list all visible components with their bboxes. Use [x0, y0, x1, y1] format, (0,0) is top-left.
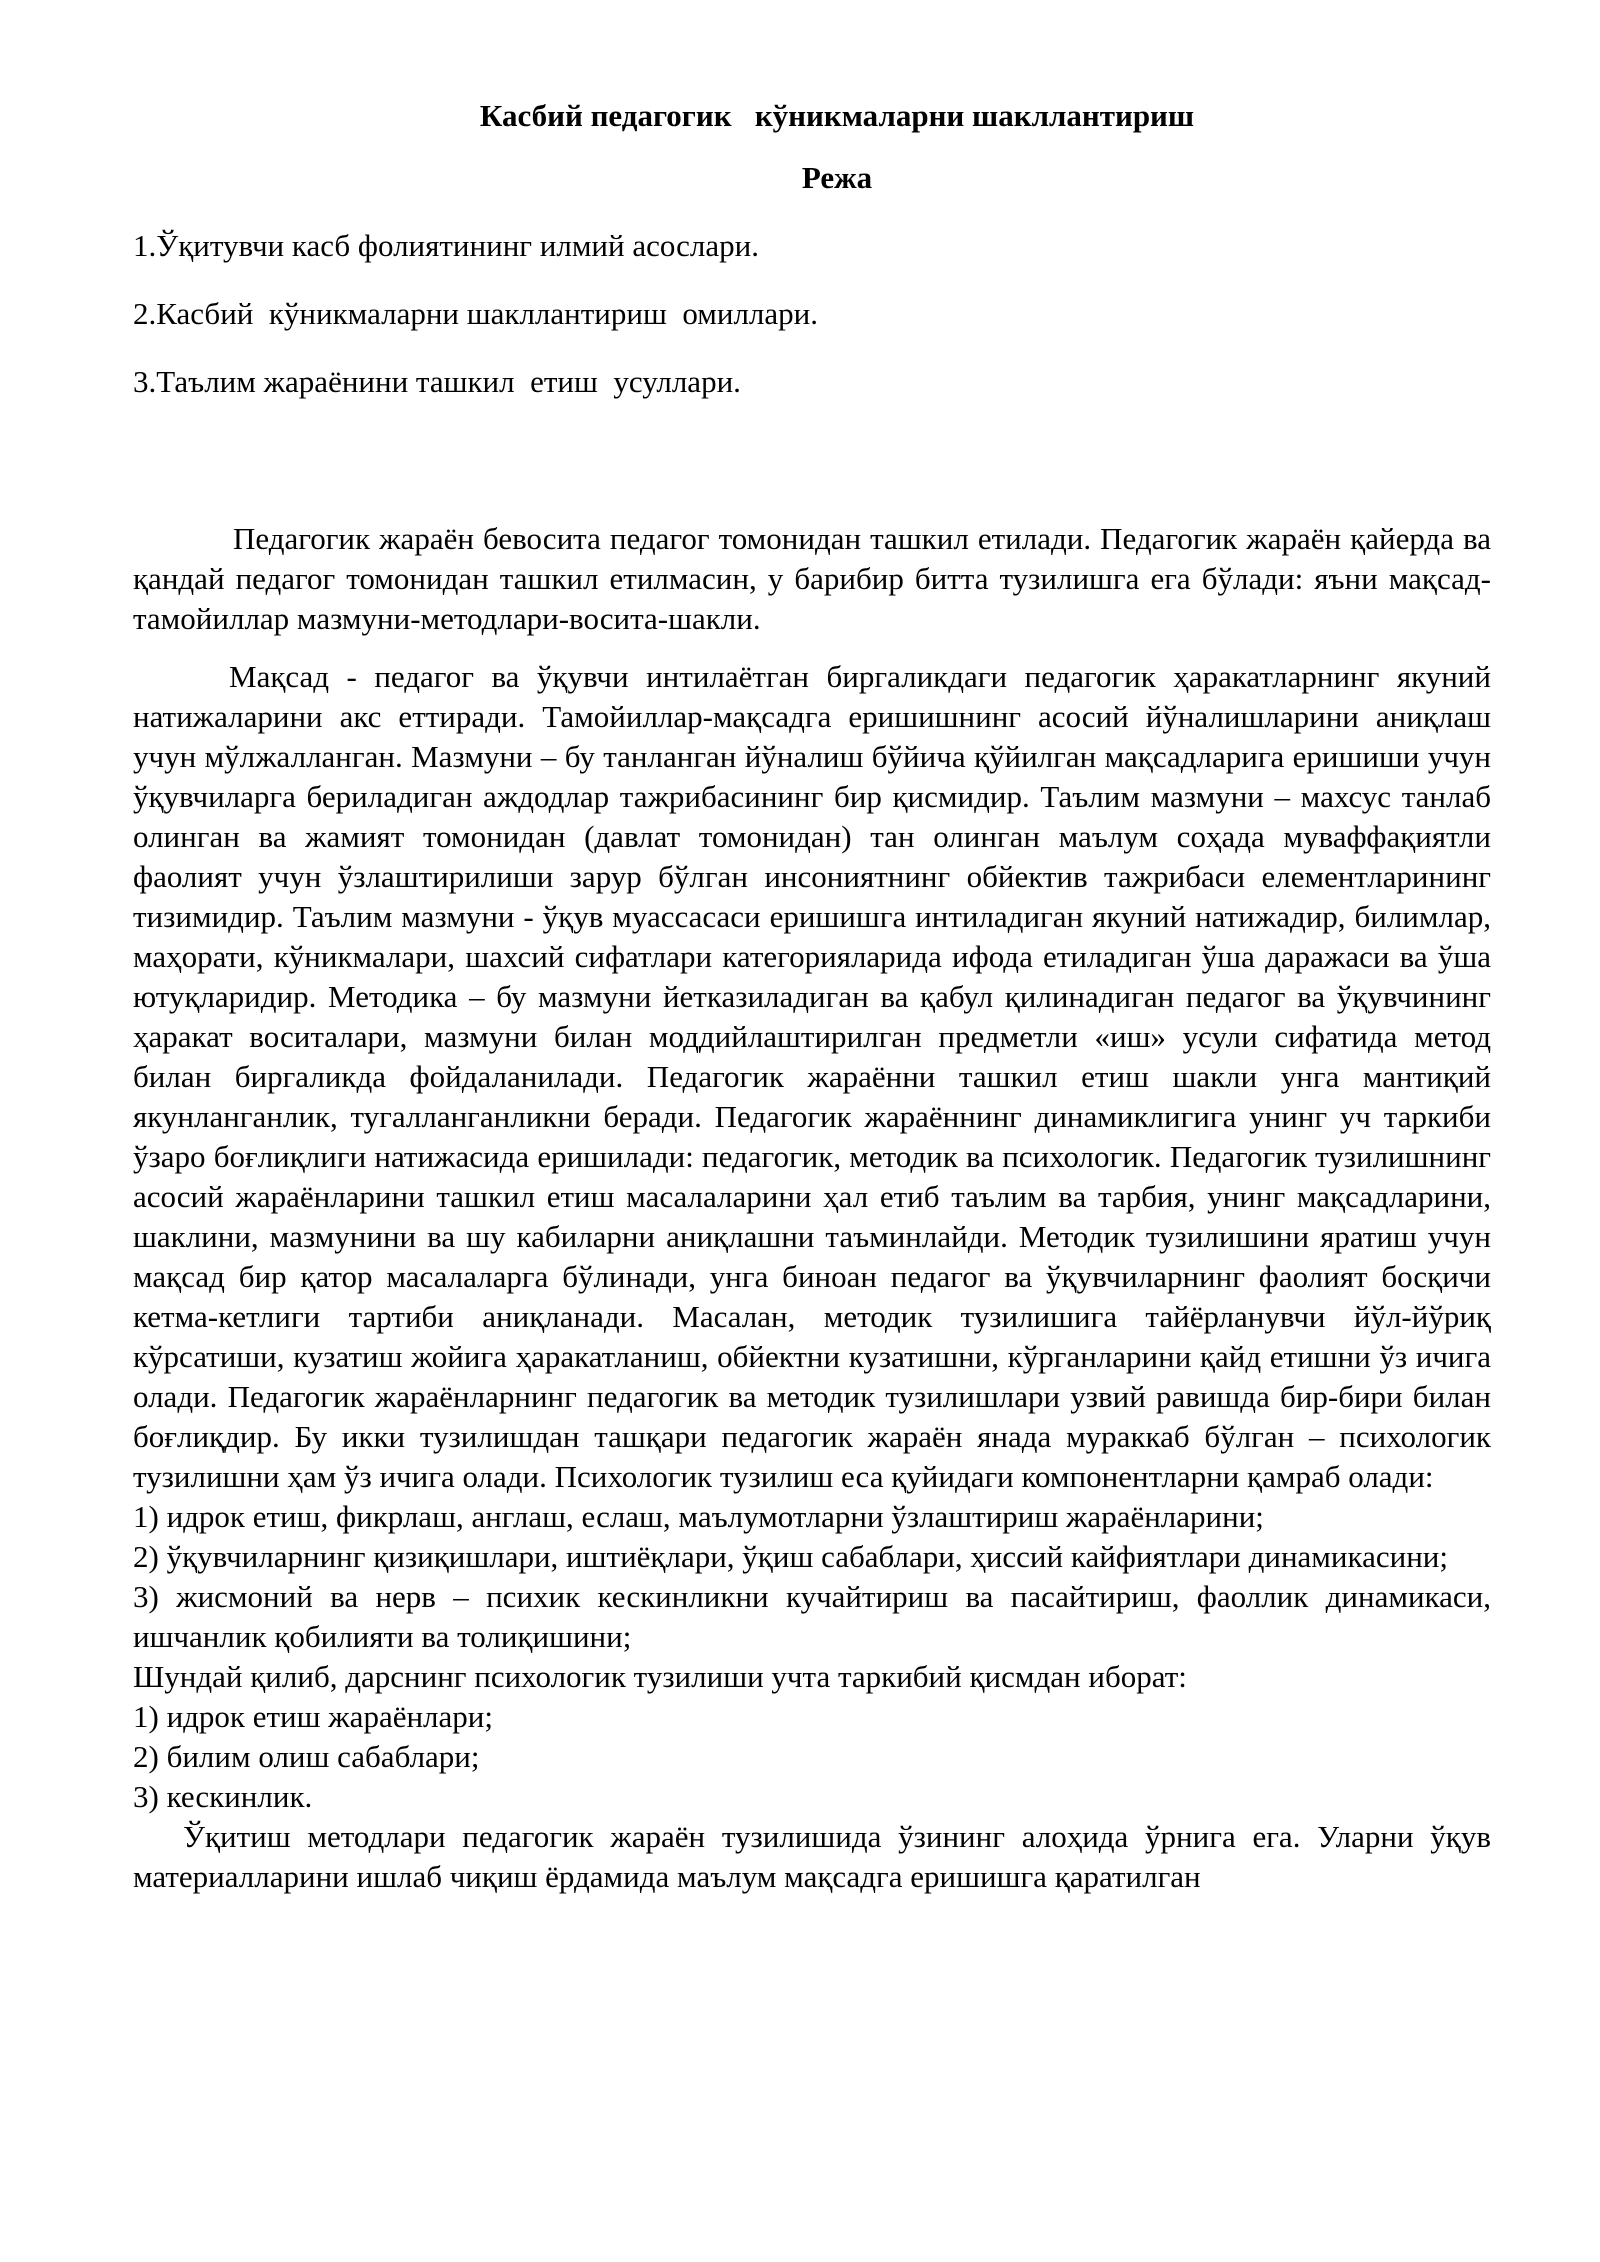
list-item: 1) идрок етиш, фикрлаш, англаш, еслаш, маълумотларни ўзлаштириш жараёнларини; [133, 1499, 1264, 1534]
plan-list [133, 212, 1491, 416]
body-paragraph: Педагогик жараён бевосита педагог томонидан ташкил етилади. Педагогик жараён қайерда ва қандай педагог томонидан ташкил етилмасин, у барибир битта тузилишга ега бўлади: яъни мақсад-тамойиллар мазмуни-методлари-восита-шакли. [133, 521, 1491, 636]
document-title: Касбий педагогик кўникмаларни шакллантириш [479, 98, 1195, 133]
plan-item: 1.Ўқитувчи касб фолиятининг илмий асослари. [133, 228, 759, 263]
body-paragraph: Шундай қилиб, дарснинг психологик тузилиши учта таркибий қисмдан иборат: [133, 1659, 1187, 1694]
list-item: 2) билим олиш сабаблари; [133, 1739, 480, 1774]
list-item: 3) кескинлик. [133, 1779, 313, 1814]
structure-list [133, 1697, 1491, 1817]
list-item: 1) идрок етиш жараёнлари; [133, 1699, 493, 1734]
plan-item: 2.Касбий кўникмаларни шакллантириш омиллари. [133, 296, 818, 331]
body-paragraph: Ўқитиш методлари педагогик жараён тузилишида ўзининг алоҳида ўрнига ега. Уларни ўқув материалларини ишлаб чиқиш ёрдамида маълум мақсадга еришишга қаратилган [133, 1819, 1491, 1894]
list-item: 2) ўқувчиларнинг қизиқишлари, иштиёқлари, ўқиш сабаблари, ҳиссий кайфиятлари динамикасини; [133, 1539, 1448, 1574]
body-paragraph: Мақсад - педагог ва ўқувчи интилаётган биргаликдаги педагогик ҳаракатларнинг якуний натижаларини акс еттиради. Тамойиллар-мақсадга еришишнинг асосий йўналишларини аниқлаш учун мўлжалланган. Мазмуни – бу танланган йўналиш бўйича қўйилган мақсадларига еришиши учун ўқувчиларга бериладиган аждодлар тажрибасининг бир қисмидир. Таълим мазмуни – махсус танлаб олинган ва жамият томонидан (давлат томонидан) тан олинган маълум соҳада муваффақиятли фаолият учун ўзлаштирилиши зарур бўлган инсониятнинг обйектив тажрибаси елементларининг тизимидир. Таълим мазмуни - ўқув муассасаси еришишга интиладиган якуний натижадир, билимлар, маҳорати, кўникмалари, шахсий сифатлари категорияларида ифода етиладиган ўша даражаси ва ўша ютуқларидир. Методика – бу мазмуни йетказиладиган ва қабул қилинадиган педагог ва ўқувчининг ҳаракат воситалари, мазмуни билан моддийлаштирилган предметли «иш» усули сифатида метод билан биргаликда фойдаланилади. Педагогик жараённи ташкил етиш шакли унга мантиқий якунланганлик, тугалланганликни беради. Педагогик жараённинг динамиклигига унинг уч таркиби ўзаро боғлиқлиги натижасида еришилади: педагогик, методик ва психологик. Педагогик тузилишнинг асосий жараёнларини ташкил етиш масалаларини ҳал етиб таълим ва тарбия, унинг мақсадларини, шаклини, мазмунини ва шу кабиларни аниқлашни таъминлайди. Методик тузилишини яратиш учун мақсад бир қатор масалаларга бўлинади, унга биноан педагог ва ўқувчиларнинг фаолият босқичи кетма-кетлиги тартиби аниқланади. Масалан, методик тузилишига тайёрланувчи йўл-йўриқ кўрсатиши, кузатиш жойига ҳаракатланиш, обйектни кузатишни, кўрганларини қайд етишни ўз ичига олади. Педагогик жараёнларнинг педагогик ва методик тузилишлари узвий равишда бир-бири билан боғлиқдир. Бу икки тузилишдан ташқари педагогик жараён янада мураккаб бўлган – психологик тузилишни ҳам ўз ичига олади. Психологик тузилиш еса қуйидаги компонентларни қамраб олади: [133, 659, 1491, 1494]
document-page [133, 86, 1491, 1897]
plan-heading: Режа [801, 160, 873, 195]
list-item: 3) жисмоний ва нерв – психик кескинликни кучайтириш ва пасайтириш, фаоллик динамикаси, ишчанлик қобилияти ва толиқишини; [133, 1579, 1491, 1654]
plan-item: 3.Таълим жараёнини ташкил етиш усуллари. [133, 364, 741, 399]
components-list [133, 1497, 1491, 1657]
